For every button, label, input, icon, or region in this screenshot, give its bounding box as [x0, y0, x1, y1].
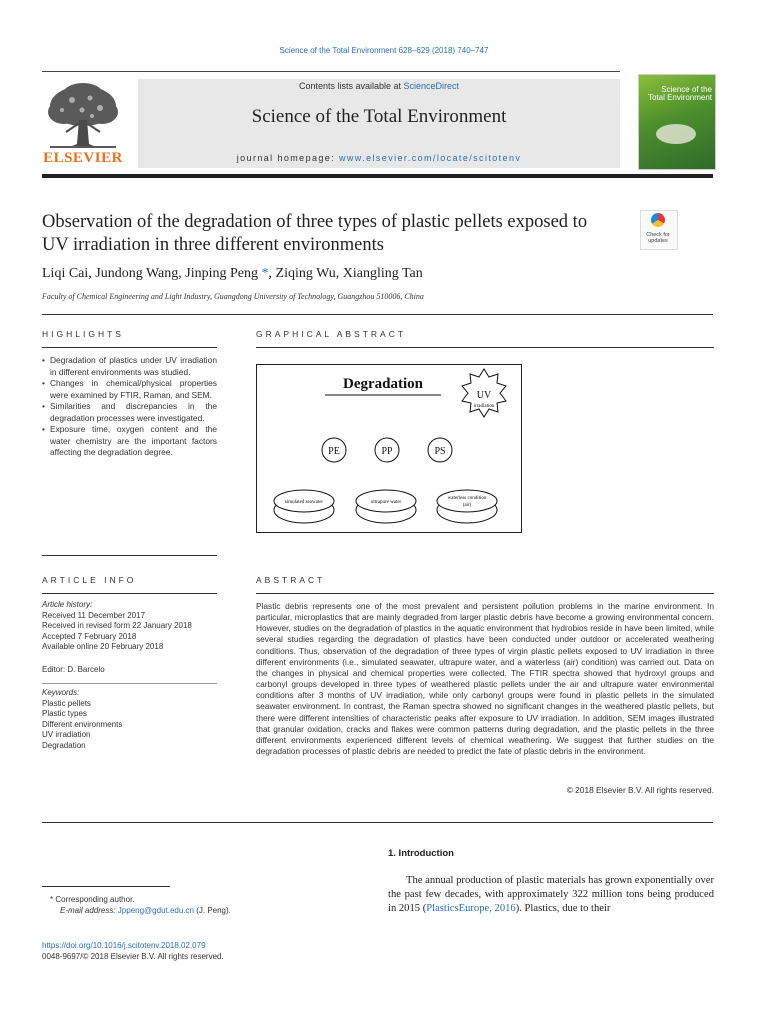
- journal-citation[interactable]: Science of the Total Environment 628–629 (2018) 740–747: [279, 46, 489, 55]
- dish-label: ultrapure water: [370, 500, 402, 505]
- authors-before: Liqi Cai, Jundong Wang, Jinping Peng: [42, 266, 262, 281]
- email-line: [42, 905, 342, 916]
- email-suffix: (J. Peng).: [193, 906, 231, 915]
- dish-simulated-seawater: [274, 490, 334, 523]
- ga-title: Degradation: [343, 376, 423, 392]
- cover-title-line2: Total Environment: [647, 93, 712, 102]
- crossmark-line2: updates: [648, 238, 668, 244]
- editor: Editor: D. Barcelo: [42, 665, 105, 674]
- corresponding-label: Corresponding author.: [55, 895, 135, 904]
- crossmark-icon: [651, 213, 665, 227]
- highlights-heading: HIGHLIGHTS: [42, 329, 124, 339]
- graphical-abstract-svg: [257, 365, 521, 532]
- email-link[interactable]: Jppeng@gdut.edu.cn: [117, 906, 194, 915]
- homepage-link[interactable]: www.elsevier.com/locate/scitotenv: [339, 153, 522, 163]
- history-accepted: Accepted 7 February 2018: [42, 631, 137, 641]
- contents-prefix: Contents lists available at: [298, 81, 404, 91]
- keywords-label: Keywords:: [42, 688, 80, 697]
- highlights-list: [42, 355, 217, 459]
- cover-title-line1: Science of the: [661, 85, 712, 94]
- intro-text-after: ). Plastics, due to their: [515, 903, 611, 914]
- pellet-ps-label: PS: [434, 446, 446, 457]
- keyword: Degradation: [42, 740, 86, 750]
- journal-title: Science of the Total Environment: [251, 106, 507, 127]
- bullet: •: [42, 355, 45, 365]
- issn-rights: 0048-9697/© 2018 Elsevier B.V. All rights reserved.: [42, 952, 224, 961]
- journal-homepage-line: [138, 153, 620, 163]
- elsevier-wordmark: ELSEVIER: [43, 150, 123, 166]
- keyword: Plastic pellets: [42, 698, 91, 708]
- corresponding-author-footnote: [42, 894, 342, 916]
- section-rule-top: [42, 314, 713, 315]
- keywords: [42, 688, 222, 751]
- abstract-rule: [256, 593, 714, 594]
- highlight-text: Changes in chemical/physical properties were examined by FTIR, Raman, and SEM.: [50, 378, 217, 400]
- uv-sub-label: irradiation: [473, 404, 495, 409]
- sciencedirect-link[interactable]: ScienceDirect: [403, 81, 460, 91]
- article-title: [42, 211, 622, 257]
- introduction-heading: 1. Introduction: [388, 848, 454, 859]
- history-revised: Received in revised form 22 January 2018: [42, 621, 192, 630]
- doi-link[interactable]: https://doi.org/10.1016/j.scitotenv.2018.02.079: [42, 941, 206, 950]
- graphical-abstract-rule: [256, 347, 714, 348]
- highlight-item: [42, 401, 217, 424]
- graphical-abstract-figure[interactable]: [256, 364, 522, 533]
- abstract-copyright: © 2018 Elsevier B.V. All rights reserved.: [566, 785, 714, 795]
- author-list: [42, 266, 642, 282]
- dish-label-line2: (air): [462, 503, 472, 508]
- footnote-rule: [42, 886, 170, 887]
- highlight-item: [42, 355, 217, 378]
- keyword: UV irradiation: [42, 730, 91, 739]
- dish-label-line1: waterless condition: [447, 496, 487, 501]
- article-info-heading: ARTICLE INFO: [42, 575, 137, 585]
- masthead-rule: [42, 174, 713, 178]
- footnote-mark: *: [50, 895, 54, 904]
- highlights-bottom-rule: [42, 555, 217, 556]
- bullet: •: [42, 401, 45, 411]
- history-online: Available online 20 February 2018: [42, 642, 164, 651]
- dish-waterless-condition: [437, 490, 497, 523]
- bullet: •: [42, 424, 45, 434]
- pellet-pe-label: PE: [328, 446, 340, 457]
- highlight-text: Degradation of plastics under UV irradiation in different environments was studied.: [50, 355, 217, 377]
- title-line-1: Observation of the degradation of three types of plastic pellets exposed to: [42, 212, 588, 232]
- keywords-rule: [42, 683, 217, 684]
- article-history: [42, 600, 222, 653]
- highlight-text: Similarities and discrepancies in the degradation processes were investigated.: [50, 401, 217, 423]
- highlight-item: [42, 378, 217, 401]
- dish-label: simulated seawater: [284, 500, 324, 505]
- highlight-text: Exposure time, oxygen content and the water chemistry are the important factors affecting the degradation degree.: [50, 424, 217, 457]
- header-rule: [42, 71, 620, 72]
- graphical-abstract-heading: GRAPHICAL ABSTRACT: [256, 329, 407, 339]
- crossmark-line1: Check for: [646, 232, 670, 238]
- affiliation: Faculty of Chemical Engineering and Light Industry, Guangdong University of Technology, Guangzhou 510006, China: [42, 292, 424, 301]
- homepage-label: journal homepage:: [236, 153, 339, 163]
- pellet-pp-label: PP: [381, 446, 393, 457]
- corresponding-line: [42, 894, 342, 905]
- contents-available-line: [138, 81, 620, 91]
- intro-text-before: The annual production of plastic materials has grown exponentially over the past few decades, with approximately 322 million tons being produced in 2015 (: [388, 875, 714, 914]
- keyword: Different environments: [42, 719, 123, 729]
- abstract-heading: ABSTRACT: [256, 575, 326, 585]
- section-rule-bottom: [42, 822, 713, 823]
- email-label: E-mail address:: [60, 906, 118, 915]
- keyword: Plastic types: [42, 709, 87, 718]
- authors-after: , Ziqing Wu, Xiangling Tan: [268, 266, 423, 281]
- cover-title: [642, 86, 712, 102]
- dish-ultrapure-water: [356, 490, 416, 523]
- highlights-rule: [42, 347, 217, 348]
- doi-block: [42, 940, 382, 962]
- dish-top: [437, 490, 497, 512]
- highlight-item: [42, 424, 217, 459]
- check-for-updates-label: [642, 232, 674, 244]
- article-info-rule: [42, 593, 217, 594]
- introduction-text: [388, 874, 714, 916]
- title-line-2: UV irradiation in three different environments: [42, 235, 384, 255]
- bullet: •: [42, 378, 45, 388]
- abstract-text: Plastic debris represents one of the most prevalent and persistent pollution problems in the marine environment. In particular, microplastics that are mainly degraded from larger plastic debris have become a growing environmental concern. However, studies on the degradation of plastics in the aquatic environment that hydrobios reside in have been limited, while several studies regarding the degradation of plastics have been conducted under outdoor or accelerated weathering conditions. Thus, observation of the degradation of three types of virgin plastic pellets exposed to UV irradiation in three different environments (i.e., simulated seawater, ultrapure water, and a waterless (air) condition) was carried out. Data on the changes in physical and chemical properties were collected. The FTIR spectra showed that hydroxyl groups and carbonyl groups developed in three types of weathered plastic pellets under the air and ultrapure water environmental conditions after 3 months of UV irradiation, while only carbonyl groups were found in plastic pellets in the simulated seawater environment. In contrast, the Raman spectra showed no significant changes in the weathered plastic pellets, but there were different intensities of characteristic peaks after exposure to UV irradiation. In addition, SEM images illustrated that granular oxidation, cracks and flakes were common patterns during degradation, and the plastic pellets in the three different environments experienced different levels of chemical weathering. We suggest that further studies on the degradation processes of plastic debris are needed to predict the fate of plastic debris in the environment.: [256, 601, 714, 757]
- uv-label: UV: [476, 390, 492, 401]
- reference-link[interactable]: PlasticsEurope, 2016: [426, 903, 516, 914]
- history-received: Received 11 December 2017: [42, 610, 146, 620]
- history-label: Article history:: [42, 600, 93, 609]
- corresponding-author-mark[interactable]: *: [261, 266, 269, 281]
- cover-graphic: [656, 124, 696, 144]
